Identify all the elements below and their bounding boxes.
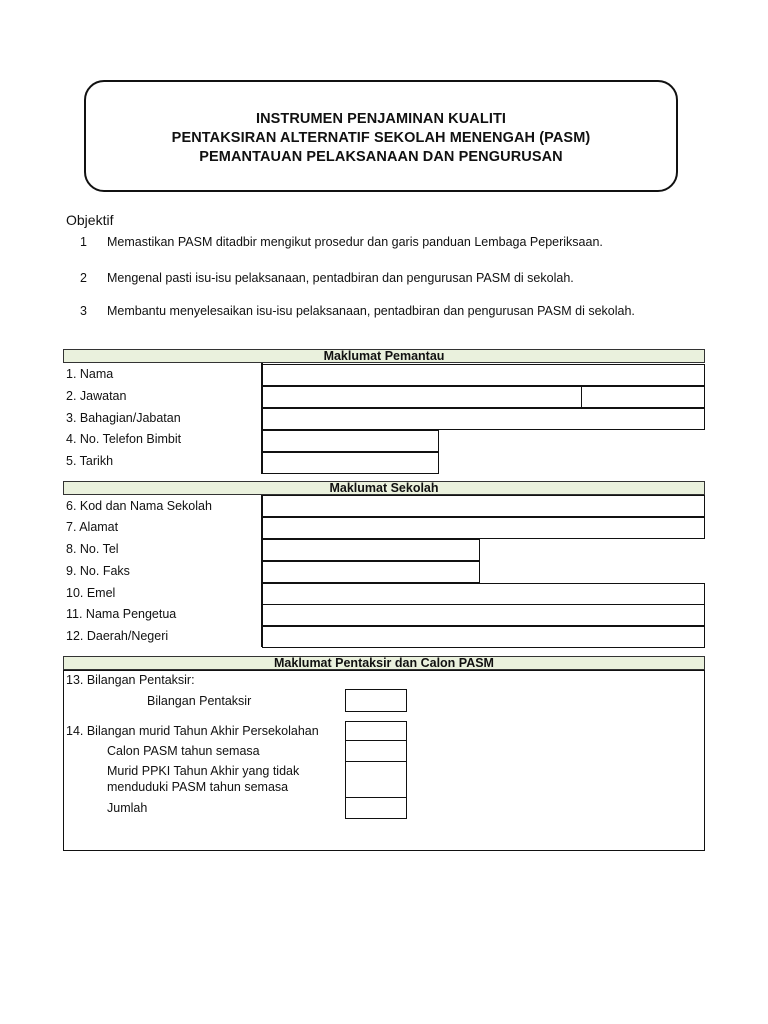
objektif-num: 1 [80,235,87,249]
field-label-pengetua: 11. Nama Pengetua [66,607,177,621]
field-label-no-faks: 9. No. Faks [66,564,130,578]
field-label-bahagian: 3. Bahagian/Jabatan [66,411,181,425]
field-label-telefon: 4. No. Telefon Bimbit [66,432,182,446]
jawatan-input[interactable] [262,386,582,408]
jawatan-extra-input[interactable] [581,386,705,408]
section-header-sekolah: Maklumat Sekolah [63,481,705,495]
no-faks-input[interactable] [262,561,480,583]
field-label-nama: 1. Nama [66,367,114,381]
field-label-kod-sekolah: 6. Kod dan Nama Sekolah [66,499,212,513]
objektif-num: 2 [80,271,87,285]
telefon-input[interactable] [262,430,439,452]
daerah-input[interactable] [262,626,705,648]
q14-label: 14. Bilangan murid Tahun Akhir Persekolahan [66,724,319,738]
q13-sub-label: Bilangan Pentaksir [147,694,252,708]
pengetua-input[interactable] [262,604,705,626]
calon-pasm-input[interactable] [345,740,407,762]
objektif-text: Membantu menyelesaikan isu-isu pelaksanaan, pentadbiran dan pengurusan PASM di sekolah. [107,304,635,318]
section-header-pentaksir: Maklumat Pentaksir dan Calon PASM [63,656,705,670]
objektif-heading: Objektif [66,212,114,228]
q14-calon-label: Calon PASM tahun semasa [107,744,260,758]
bahagian-input[interactable] [262,408,705,430]
q14-ppki-label-2: menduduki PASM tahun semasa [107,780,289,794]
field-label-alamat: 7. Alamat [66,520,119,534]
field-label-tarikh: 5. Tarikh [66,454,114,468]
field-label-jawatan: 2. Jawatan [66,389,127,403]
title-line-1: INSTRUMEN PENJAMINAN KUALITI [255,111,507,127]
bilangan-pentaksir-input[interactable] [345,689,407,712]
bilangan-murid-input[interactable] [345,721,407,741]
objektif-text: Memastikan PASM ditadbir mengikut prosedur dan garis panduan Lembaga Peperiksaan. [107,235,603,249]
murid-ppki-input[interactable] [345,761,407,798]
q14-ppki-label-1: Murid PPKI Tahun Akhir yang tidak [107,764,300,778]
objektif-text: Mengenal pasti isu-isu pelaksanaan, pentadbiran dan pengurusan PASM di sekolah. [107,271,574,285]
nama-input[interactable] [262,364,705,386]
q13-label: 13. Bilangan Pentaksir: [66,673,195,687]
kod-sekolah-input[interactable] [262,495,705,517]
objektif-num: 3 [80,304,87,318]
no-tel-input[interactable] [262,539,480,561]
field-label-daerah: 12. Daerah/Negeri [66,629,169,643]
emel-input[interactable] [262,583,705,605]
section-header-pemantau: Maklumat Pemantau [63,349,705,363]
alamat-input[interactable] [262,517,705,539]
field-label-emel: 10. Emel [66,586,116,600]
field-label-no-tel: 8. No. Tel [66,542,119,556]
title-line-2: PENTAKSIRAN ALTERNATIF SEKOLAH MENENGAH (PASM) [171,130,591,146]
title-line-3: PEMANTAUAN PELAKSANAAN DAN PENGURUSAN [199,149,563,165]
q14-jumlah-label: Jumlah [107,801,148,815]
tarikh-input[interactable] [262,452,439,474]
jumlah-input[interactable] [345,797,407,819]
